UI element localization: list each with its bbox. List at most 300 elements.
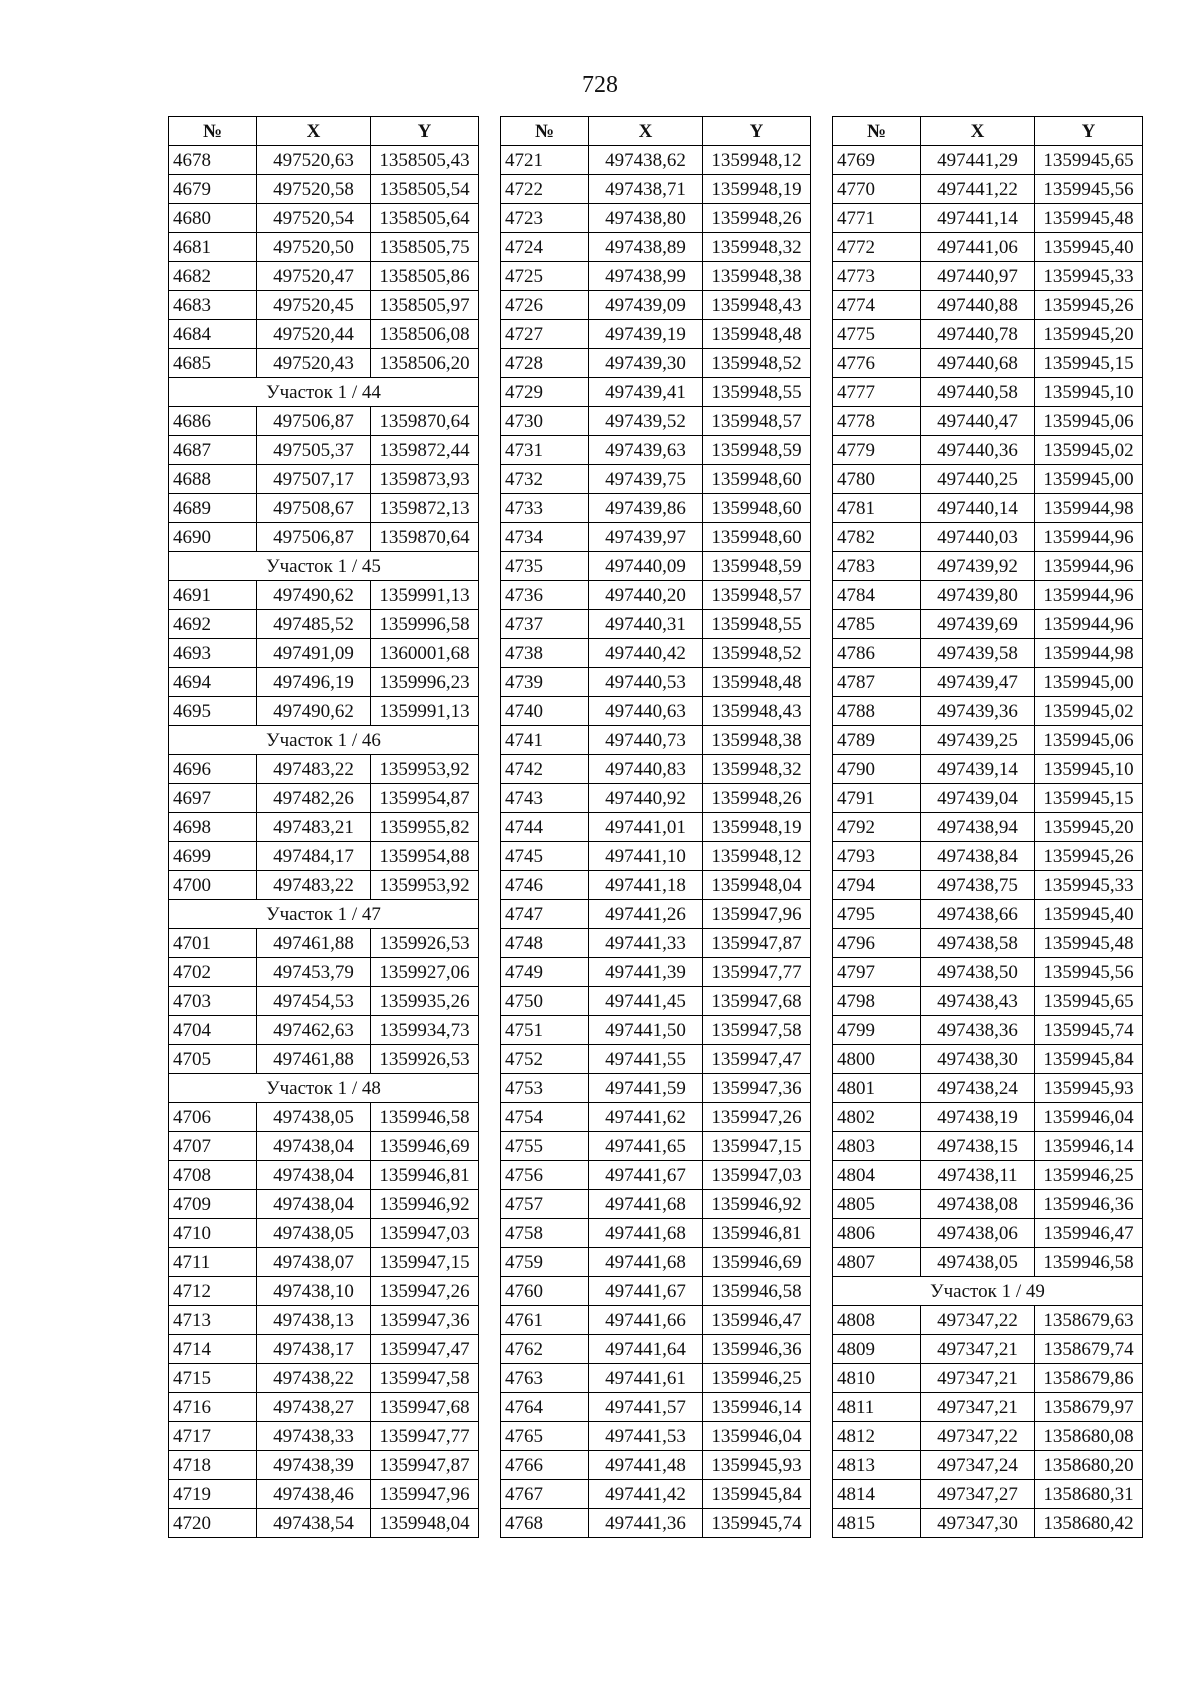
x-coordinate: 497438,24 <box>921 1074 1035 1103</box>
x-coordinate: 497439,80 <box>921 581 1035 610</box>
x-coordinate: 497438,05 <box>257 1103 371 1132</box>
x-coordinate: 497490,62 <box>257 697 371 726</box>
table-row <box>501 1335 811 1364</box>
point-number: 4744 <box>501 813 589 842</box>
table-row <box>833 1393 1143 1422</box>
header-y: Y <box>703 117 811 146</box>
point-number: 4684 <box>169 320 257 349</box>
y-coordinate: 1359947,26 <box>371 1277 479 1306</box>
point-number: 4754 <box>501 1103 589 1132</box>
x-coordinate: 497441,18 <box>589 871 703 900</box>
y-coordinate: 1358679,63 <box>1035 1306 1143 1335</box>
section-row <box>169 1074 479 1103</box>
table-row <box>833 1190 1143 1219</box>
y-coordinate: 1358680,31 <box>1035 1480 1143 1509</box>
point-number: 4751 <box>501 1016 589 1045</box>
x-coordinate: 497438,13 <box>257 1306 371 1335</box>
y-coordinate: 1359946,69 <box>371 1132 479 1161</box>
y-coordinate: 1359946,92 <box>703 1190 811 1219</box>
x-coordinate: 497439,86 <box>589 494 703 523</box>
y-coordinate: 1359948,55 <box>703 610 811 639</box>
point-number: 4769 <box>833 146 921 175</box>
point-number: 4793 <box>833 842 921 871</box>
x-coordinate: 497441,42 <box>589 1480 703 1509</box>
x-coordinate: 497461,88 <box>257 929 371 958</box>
y-coordinate: 1359945,74 <box>1035 1016 1143 1045</box>
table-row <box>169 1190 479 1219</box>
x-coordinate: 497438,27 <box>257 1393 371 1422</box>
table-row <box>169 204 479 233</box>
y-coordinate: 1359944,96 <box>1035 552 1143 581</box>
table-row <box>501 465 811 494</box>
x-coordinate: 497439,25 <box>921 726 1035 755</box>
point-number: 4726 <box>501 291 589 320</box>
y-coordinate: 1359954,87 <box>371 784 479 813</box>
y-coordinate: 1359934,73 <box>371 1016 479 1045</box>
point-number: 4683 <box>169 291 257 320</box>
y-coordinate: 1359991,13 <box>371 697 479 726</box>
x-coordinate: 497441,06 <box>921 233 1035 262</box>
x-coordinate: 497441,39 <box>589 958 703 987</box>
table-row <box>501 204 811 233</box>
point-number: 4763 <box>501 1364 589 1393</box>
table-row <box>169 262 479 291</box>
point-number: 4799 <box>833 1016 921 1045</box>
table-row <box>833 1045 1143 1074</box>
table-row <box>501 146 811 175</box>
point-number: 4718 <box>169 1451 257 1480</box>
x-coordinate: 497438,19 <box>921 1103 1035 1132</box>
table-row <box>833 523 1143 552</box>
point-number: 4777 <box>833 378 921 407</box>
x-coordinate: 497438,71 <box>589 175 703 204</box>
point-number: 4785 <box>833 610 921 639</box>
page-number: 728 <box>582 72 618 98</box>
point-number: 4808 <box>833 1306 921 1335</box>
y-coordinate: 1359947,15 <box>371 1248 479 1277</box>
y-coordinate: 1359945,48 <box>1035 204 1143 233</box>
x-coordinate: 497439,63 <box>589 436 703 465</box>
y-coordinate: 1359947,03 <box>371 1219 479 1248</box>
table-row <box>501 262 811 291</box>
y-coordinate: 1359945,15 <box>1035 784 1143 813</box>
x-coordinate: 497438,15 <box>921 1132 1035 1161</box>
table-row <box>501 1103 811 1132</box>
table-row <box>501 1074 811 1103</box>
table-row <box>501 697 811 726</box>
table-row <box>501 1045 811 1074</box>
x-coordinate: 497520,50 <box>257 233 371 262</box>
point-number: 4732 <box>501 465 589 494</box>
table-header-row <box>501 117 811 146</box>
table-row <box>833 697 1143 726</box>
point-number: 4750 <box>501 987 589 1016</box>
y-coordinate: 1359953,92 <box>371 871 479 900</box>
table-row <box>833 320 1143 349</box>
table-row <box>501 610 811 639</box>
table-row <box>169 175 479 204</box>
point-number: 4740 <box>501 697 589 726</box>
point-number: 4783 <box>833 552 921 581</box>
table-row <box>833 784 1143 813</box>
x-coordinate: 497507,17 <box>257 465 371 494</box>
coordinates-table-3 <box>832 116 1143 1538</box>
y-coordinate: 1359945,20 <box>1035 813 1143 842</box>
table-row <box>833 552 1143 581</box>
x-coordinate: 497347,21 <box>921 1364 1035 1393</box>
y-coordinate: 1359945,00 <box>1035 465 1143 494</box>
y-coordinate: 1359948,55 <box>703 378 811 407</box>
table-row <box>833 407 1143 436</box>
section-title: Участок 1 / 45 <box>169 552 479 581</box>
table-row <box>833 842 1143 871</box>
point-number: 4739 <box>501 668 589 697</box>
x-coordinate: 497441,26 <box>589 900 703 929</box>
table-row <box>833 1016 1143 1045</box>
x-coordinate: 497441,68 <box>589 1248 703 1277</box>
y-coordinate: 1359945,06 <box>1035 726 1143 755</box>
x-coordinate: 497441,67 <box>589 1161 703 1190</box>
x-coordinate: 497441,61 <box>589 1364 703 1393</box>
table-row <box>833 233 1143 262</box>
point-number: 4703 <box>169 987 257 1016</box>
x-coordinate: 497506,87 <box>257 407 371 436</box>
x-coordinate: 497440,73 <box>589 726 703 755</box>
point-number: 4680 <box>169 204 257 233</box>
section-row <box>169 378 479 407</box>
point-number: 4756 <box>501 1161 589 1190</box>
table-row <box>169 1248 479 1277</box>
table-row <box>501 1451 811 1480</box>
x-coordinate: 497441,55 <box>589 1045 703 1074</box>
y-coordinate: 1359946,81 <box>371 1161 479 1190</box>
table-row <box>833 1248 1143 1277</box>
table-row <box>169 1219 479 1248</box>
y-coordinate: 1359948,59 <box>703 436 811 465</box>
table-row <box>169 987 479 1016</box>
y-coordinate: 1359946,36 <box>1035 1190 1143 1219</box>
section-title: Участок 1 / 46 <box>169 726 479 755</box>
table-row <box>501 291 811 320</box>
point-number: 4729 <box>501 378 589 407</box>
point-number: 4738 <box>501 639 589 668</box>
y-coordinate: 1359948,04 <box>703 871 811 900</box>
y-coordinate: 1358505,75 <box>371 233 479 262</box>
y-coordinate: 1359945,56 <box>1035 958 1143 987</box>
y-coordinate: 1359946,14 <box>1035 1132 1143 1161</box>
point-number: 4765 <box>501 1422 589 1451</box>
x-coordinate: 497438,08 <box>921 1190 1035 1219</box>
x-coordinate: 497439,92 <box>921 552 1035 581</box>
point-number: 4692 <box>169 610 257 639</box>
y-coordinate: 1359947,58 <box>703 1016 811 1045</box>
x-coordinate: 497440,53 <box>589 668 703 697</box>
y-coordinate: 1359870,64 <box>371 523 479 552</box>
table-row <box>169 1161 479 1190</box>
x-coordinate: 497347,22 <box>921 1422 1035 1451</box>
x-coordinate: 497490,62 <box>257 581 371 610</box>
point-number: 4701 <box>169 929 257 958</box>
table-row <box>501 436 811 465</box>
table-row <box>169 581 479 610</box>
point-number: 4755 <box>501 1132 589 1161</box>
y-coordinate: 1359945,15 <box>1035 349 1143 378</box>
y-coordinate: 1359926,53 <box>371 1045 479 1074</box>
x-coordinate: 497482,26 <box>257 784 371 813</box>
table-row <box>833 1509 1143 1538</box>
x-coordinate: 497438,50 <box>921 958 1035 987</box>
table-header-row <box>169 117 479 146</box>
section-title: Участок 1 / 47 <box>169 900 479 929</box>
table-row <box>501 1219 811 1248</box>
table-row <box>833 349 1143 378</box>
y-coordinate: 1359947,58 <box>371 1364 479 1393</box>
x-coordinate: 497438,36 <box>921 1016 1035 1045</box>
table-row <box>833 929 1143 958</box>
x-coordinate: 497440,88 <box>921 291 1035 320</box>
table-row <box>501 1480 811 1509</box>
point-number: 4719 <box>169 1480 257 1509</box>
point-number: 4709 <box>169 1190 257 1219</box>
point-number: 4782 <box>833 523 921 552</box>
table-row <box>169 958 479 987</box>
x-coordinate: 497438,99 <box>589 262 703 291</box>
table-row <box>833 1074 1143 1103</box>
y-coordinate: 1359946,47 <box>1035 1219 1143 1248</box>
point-number: 4795 <box>833 900 921 929</box>
y-coordinate: 1358679,74 <box>1035 1335 1143 1364</box>
point-number: 4746 <box>501 871 589 900</box>
table-row <box>169 349 479 378</box>
point-number: 4776 <box>833 349 921 378</box>
y-coordinate: 1359947,77 <box>703 958 811 987</box>
point-number: 4712 <box>169 1277 257 1306</box>
x-coordinate: 497438,62 <box>589 146 703 175</box>
table-row <box>501 755 811 784</box>
point-number: 4724 <box>501 233 589 262</box>
table-row <box>501 1393 811 1422</box>
section-title: Участок 1 / 48 <box>169 1074 479 1103</box>
point-number: 4736 <box>501 581 589 610</box>
x-coordinate: 497505,37 <box>257 436 371 465</box>
table-row <box>833 146 1143 175</box>
table-row <box>501 552 811 581</box>
table-row <box>501 523 811 552</box>
y-coordinate: 1359947,68 <box>371 1393 479 1422</box>
table-row <box>169 668 479 697</box>
point-number: 4781 <box>833 494 921 523</box>
y-coordinate: 1358505,97 <box>371 291 479 320</box>
table-row <box>833 581 1143 610</box>
point-number: 4734 <box>501 523 589 552</box>
table-row <box>501 871 811 900</box>
point-number: 4761 <box>501 1306 589 1335</box>
table-row <box>833 668 1143 697</box>
y-coordinate: 1359946,69 <box>703 1248 811 1277</box>
y-coordinate: 1358505,86 <box>371 262 479 291</box>
y-coordinate: 1359948,60 <box>703 465 811 494</box>
y-coordinate: 1359947,47 <box>703 1045 811 1074</box>
table-row <box>169 1306 479 1335</box>
point-number: 4733 <box>501 494 589 523</box>
x-coordinate: 497439,69 <box>921 610 1035 639</box>
y-coordinate: 1359945,84 <box>1035 1045 1143 1074</box>
table-row <box>833 1306 1143 1335</box>
x-coordinate: 497347,21 <box>921 1393 1035 1422</box>
y-coordinate: 1359947,36 <box>703 1074 811 1103</box>
table-row <box>169 1335 479 1364</box>
x-coordinate: 497438,07 <box>257 1248 371 1277</box>
point-number: 4770 <box>833 175 921 204</box>
x-coordinate: 497441,53 <box>589 1422 703 1451</box>
y-coordinate: 1359944,96 <box>1035 581 1143 610</box>
y-coordinate: 1358680,42 <box>1035 1509 1143 1538</box>
table-row <box>501 1509 811 1538</box>
point-number: 4766 <box>501 1451 589 1480</box>
table-row <box>169 523 479 552</box>
section-row <box>169 726 479 755</box>
table-row <box>501 900 811 929</box>
point-number: 4767 <box>501 1480 589 1509</box>
x-coordinate: 497440,14 <box>921 494 1035 523</box>
x-coordinate: 497441,66 <box>589 1306 703 1335</box>
x-coordinate: 497439,36 <box>921 697 1035 726</box>
y-coordinate: 1359948,52 <box>703 639 811 668</box>
point-number: 4797 <box>833 958 921 987</box>
table-row <box>501 726 811 755</box>
table-row <box>833 726 1143 755</box>
x-coordinate: 497347,24 <box>921 1451 1035 1480</box>
y-coordinate: 1359945,02 <box>1035 436 1143 465</box>
point-number: 4757 <box>501 1190 589 1219</box>
x-coordinate: 497438,75 <box>921 871 1035 900</box>
point-number: 4759 <box>501 1248 589 1277</box>
point-number: 4690 <box>169 523 257 552</box>
y-coordinate: 1359954,88 <box>371 842 479 871</box>
x-coordinate: 497440,36 <box>921 436 1035 465</box>
x-coordinate: 497439,58 <box>921 639 1035 668</box>
y-coordinate: 1359996,23 <box>371 668 479 697</box>
point-number: 4804 <box>833 1161 921 1190</box>
point-number: 4710 <box>169 1219 257 1248</box>
point-number: 4749 <box>501 958 589 987</box>
y-coordinate: 1359946,47 <box>703 1306 811 1335</box>
point-number: 4801 <box>833 1074 921 1103</box>
y-coordinate: 1359947,77 <box>371 1422 479 1451</box>
y-coordinate: 1359948,57 <box>703 407 811 436</box>
y-coordinate: 1359945,84 <box>703 1480 811 1509</box>
point-number: 4771 <box>833 204 921 233</box>
y-coordinate: 1359946,58 <box>703 1277 811 1306</box>
table-row <box>169 610 479 639</box>
point-number: 4707 <box>169 1132 257 1161</box>
header-number: № <box>501 117 589 146</box>
y-coordinate: 1359945,33 <box>1035 871 1143 900</box>
y-coordinate: 1359948,60 <box>703 494 811 523</box>
x-coordinate: 497440,78 <box>921 320 1035 349</box>
table-row <box>501 1190 811 1219</box>
x-coordinate: 497440,25 <box>921 465 1035 494</box>
y-coordinate: 1359947,87 <box>371 1451 479 1480</box>
point-number: 4791 <box>833 784 921 813</box>
point-number: 4697 <box>169 784 257 813</box>
point-number: 4809 <box>833 1335 921 1364</box>
point-number: 4780 <box>833 465 921 494</box>
section-row <box>169 552 479 581</box>
x-coordinate: 497441,45 <box>589 987 703 1016</box>
x-coordinate: 497485,52 <box>257 610 371 639</box>
point-number: 4685 <box>169 349 257 378</box>
point-number: 4730 <box>501 407 589 436</box>
y-coordinate: 1359945,40 <box>1035 900 1143 929</box>
table-row <box>833 1364 1143 1393</box>
point-number: 4693 <box>169 639 257 668</box>
x-coordinate: 497520,44 <box>257 320 371 349</box>
table-row <box>501 1016 811 1045</box>
section-title: Участок 1 / 49 <box>833 1277 1143 1306</box>
y-coordinate: 1359948,38 <box>703 262 811 291</box>
point-number: 4743 <box>501 784 589 813</box>
point-number: 4811 <box>833 1393 921 1422</box>
x-coordinate: 497440,31 <box>589 610 703 639</box>
y-coordinate: 1358505,54 <box>371 175 479 204</box>
x-coordinate: 497438,89 <box>589 233 703 262</box>
header-y: Y <box>1035 117 1143 146</box>
y-coordinate: 1359947,96 <box>703 900 811 929</box>
table-row <box>501 1161 811 1190</box>
table-row <box>501 813 811 842</box>
y-coordinate: 1359946,25 <box>1035 1161 1143 1190</box>
table-row <box>833 1480 1143 1509</box>
x-coordinate: 497484,17 <box>257 842 371 871</box>
y-coordinate: 1359926,53 <box>371 929 479 958</box>
header-number: № <box>169 117 257 146</box>
table-row <box>501 494 811 523</box>
y-coordinate: 1359945,00 <box>1035 668 1143 697</box>
x-coordinate: 497508,67 <box>257 494 371 523</box>
y-coordinate: 1359945,02 <box>1035 697 1143 726</box>
table-row <box>501 929 811 958</box>
x-coordinate: 497520,58 <box>257 175 371 204</box>
table-row <box>169 1422 479 1451</box>
y-coordinate: 1359947,15 <box>703 1132 811 1161</box>
table-row <box>169 436 479 465</box>
y-coordinate: 1359948,48 <box>703 668 811 697</box>
x-coordinate: 497438,22 <box>257 1364 371 1393</box>
point-number: 4810 <box>833 1364 921 1393</box>
x-coordinate: 497347,22 <box>921 1306 1035 1335</box>
section-row <box>169 900 479 929</box>
table-row <box>501 1277 811 1306</box>
table-row <box>833 958 1143 987</box>
table-row <box>501 349 811 378</box>
x-coordinate: 497454,53 <box>257 987 371 1016</box>
y-coordinate: 1359946,92 <box>371 1190 479 1219</box>
y-coordinate: 1359948,12 <box>703 146 811 175</box>
y-coordinate: 1359948,26 <box>703 784 811 813</box>
y-coordinate: 1359945,65 <box>1035 987 1143 1016</box>
y-coordinate: 1359945,74 <box>703 1509 811 1538</box>
point-number: 4737 <box>501 610 589 639</box>
table-row <box>501 1364 811 1393</box>
point-number: 4742 <box>501 755 589 784</box>
table-row <box>833 1161 1143 1190</box>
y-coordinate: 1359870,64 <box>371 407 479 436</box>
point-number: 4691 <box>169 581 257 610</box>
x-coordinate: 497441,22 <box>921 175 1035 204</box>
x-coordinate: 497438,17 <box>257 1335 371 1364</box>
table-row <box>833 755 1143 784</box>
